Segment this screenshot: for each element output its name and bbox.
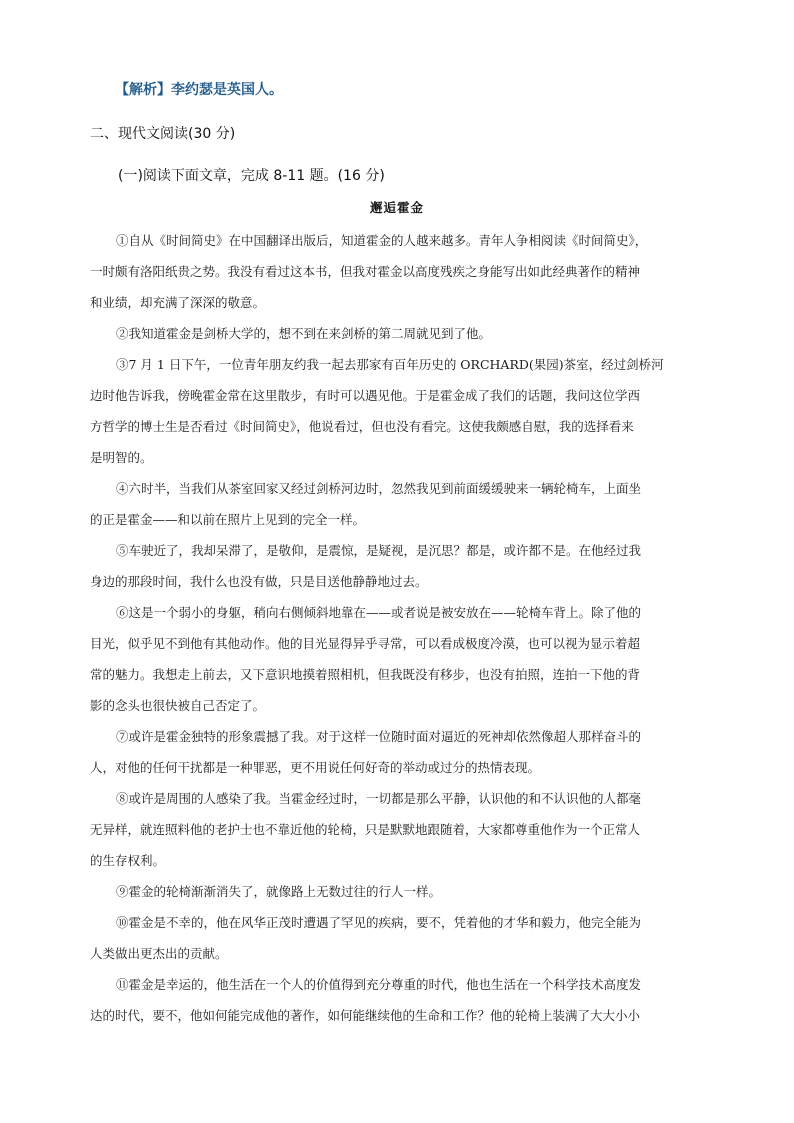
paragraph-line: ①自从《时间简史》在中国翻译出版后，知道霍金的人越来越多。青年人争相阅读《时间简史》，: [116, 233, 648, 248]
paragraph-line: 边时他告诉我，傍晚霍金常在这里散步，有时可以遇见他。于是霍金成了我们的话题，我问这位学西: [90, 388, 641, 403]
paragraph-line: 人，对他的任何干扰都是一种罪恶，更不用说任何好奇的举动或过分的热情表现。: [90, 760, 541, 775]
paragraph-line: ⑦或许是霍金独特的形象震撼了我。对于这样一位随时面对逼近的死神却依然像超人那样奋斗的: [116, 729, 642, 744]
paragraph-line: 影的念头也很快被自己否定了。: [90, 698, 266, 713]
paragraph-line: ⑪霍金是幸运的，他生活在一个人的价值得到充分尊重的时代，他也生活在一个科学技术高度发: [116, 977, 642, 992]
paragraph-line: 目光，似乎见不到他有其他动作。他的目光显得异乎寻常，可以看成极度冷漠，也可以视为显示着超: [90, 636, 641, 651]
paragraph-line: 常的魅力。我想走上前去，又下意识地摸着照相机，但我既没有移步，也没有拍照，连拍一下他的背: [90, 667, 641, 682]
paragraph-line: ⑥这是一个弱小的身躯，稍向右侧倾斜地靠在——或者说是被安放在——轮椅车背上。除了他的: [116, 605, 642, 620]
section-title: 二、现代文阅读(30 分): [90, 126, 236, 142]
paragraph-line: 的正是霍金——和以前在照片上见到的完全一样。: [90, 512, 366, 527]
article-paragraph: [90, 597, 708, 721]
article-paragraph: [90, 535, 708, 597]
paragraph-line: 身边的那段时间，我什么也没有做，只是目送他静静地过去。: [90, 574, 428, 589]
article-paragraph: [90, 721, 708, 783]
paragraph-line: ④六时半，当我们从茶室回家又经过剑桥河边时，忽然我见到前面缓缓驶来一辆轮椅车，上面坐: [116, 481, 642, 496]
paragraph-line: ③7 月 1 日下午，一位青年朋友约我一起去那家有百年历史的 ORCHARD(果园)茶室，经过剑桥河: [116, 357, 664, 372]
article-title: 邂逅霍金: [369, 200, 424, 215]
article-paragraph: [90, 225, 708, 318]
article-paragraph: [90, 473, 708, 535]
article-body: [90, 225, 708, 1031]
paragraph-line: 是明智的。: [90, 450, 153, 465]
article-paragraph: [90, 969, 708, 1031]
paragraph-line: ⑩霍金是不幸的，他在风华正茂时遭遇了罕见的疾病，要不，凭着他的才华和毅力，他完全能为: [116, 915, 642, 930]
paragraph-line: 的生存权利。: [90, 853, 166, 868]
paragraph-line: ⑧或许是周围的人感染了我。当霍金经过时，一切都是那么平静，认识他的和不认识他的人都毫: [116, 791, 642, 806]
paragraph-line: 和业绩，却充满了深深的敬意。: [90, 295, 266, 310]
paragraph-line: ⑤车驶近了，我却呆滞了，是敬仰，是震惊，是疑视，是沉思？都是，或许都不是。在他经过我: [116, 543, 642, 558]
paragraph-line: 一时颇有洛阳纸贵之势。我没有看过这本书，但我对霍金以高度残疾之身能写出如此经典著作的精神: [90, 264, 641, 279]
analysis-note: 【解析】李约瑟是英国人。: [115, 82, 283, 98]
paragraph-line: 无异样，就连照料他的老护士也不靠近他的轮椅，只是默默地跟随着，大家都尊重他作为一个正常人: [90, 822, 641, 837]
article-paragraph: [90, 318, 708, 349]
reading-instruction: (一)阅读下面文章，完成 8-11 题。(16 分): [118, 168, 385, 184]
article-paragraph: [90, 783, 708, 876]
paragraph-line: 达的时代，要不，他如何能完成他的著作，如何能继续他的生命和工作？他的轮椅上装满了大大小小: [90, 1008, 641, 1023]
article-paragraph: [90, 349, 708, 473]
paragraph-line: ②我知道霍金是剑桥大学的，想不到在来剑桥的第二周就见到了他。: [116, 326, 492, 341]
article-paragraph: [90, 876, 708, 907]
article-paragraph: [90, 907, 708, 969]
paragraph-line: 人类做出更杰出的贡献。: [90, 946, 228, 961]
paragraph-line: 方哲学的博士生是否看过《时间简史》，他说看过，但也没有看完。这使我颇感自慰，我的选择看来: [90, 419, 634, 434]
paragraph-line: ⑨霍金的轮椅渐渐消失了，就像路上无数过往的行人一样。: [116, 884, 442, 899]
